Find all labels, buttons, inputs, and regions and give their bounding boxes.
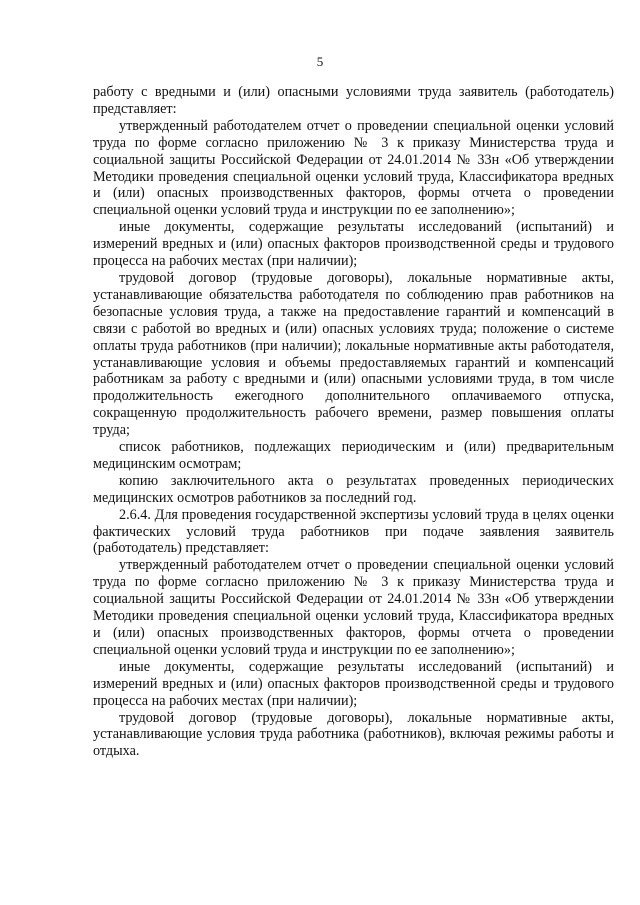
paragraph-9: иные документы, содержащие результаты исследований (испытаний) и измерений вредных и (или) опасных факторов производственной среды и трудового процесса на рабочих местах (при наличии); bbox=[93, 658, 614, 709]
paragraph-2: утвержденный работодателем отчет о проведении специальной оценки условий труда по форме согласно приложению № 3 к приказу Министерства труда и социальной защиты Российской Федерации от 24.01.2014 № 33н «Об утверждении Методики проведения специальной оценки условий труда, Классификатора вредных и (или) опасных производственных факторов, формы отчета о проведении специальной оценки условий труда и инструкции по ее заполнению»; bbox=[93, 117, 614, 219]
page-number: 5 bbox=[316, 54, 324, 69]
paragraph-7: 2.6.4. Для проведения государственной экспертизы условий труда в целях оценки фактических условий труда работников при подаче заявления заявитель (работодатель) представляет: bbox=[93, 506, 614, 557]
paragraph-8: утвержденный работодателем отчет о проведении специальной оценки условий труда по форме согласно приложению № 3 к приказу Министерства труда и социальной защиты Российской Федерации от 24.01.2014 № 33н «Об утверждении Методики проведения специальной оценки условий труда, Классификатора вредных и (или) опасных производственных факторов, формы отчета о проведении специальной оценки условий труда и инструкции по ее заполнению»; bbox=[93, 557, 614, 658]
paragraph-6: копию заключительного акта о результатах проведенных периодических медицинских осмотров работников за последний год. bbox=[93, 472, 614, 506]
paragraph-5: список работников, подлежащих периодическим и (или) предварительным медицинским осмотрам; bbox=[93, 439, 614, 472]
document-body bbox=[93, 84, 614, 760]
paragraph-3: иные документы, содержащие результаты исследований (испытаний) и измерений вредных и (или) опасных факторов производственной среды и трудового процесса на рабочих местах (при наличии); bbox=[93, 219, 614, 270]
paragraph-1: работу с вредными и (или) опасными условиями труда заявитель (работодатель) представляет: bbox=[93, 84, 614, 117]
paragraph-4: трудовой договор (трудовые договоры), локальные нормативные акты, устанавливающие обязательства работодателя по соблюдению прав работников на безопасные условия труда, а также на предоставление гарантий и компенсаций в связи с работой во вредных и (или) опасных условиях труда; положение о системе оплаты труда работников (при наличии); локальные нормативные акты работодателя, устанавливающие условия и объемы предоставляемых гарантий и компенсаций работникам за работу с вредными и (или) опасными условиями труда, в том числе продолжительность ежегодного дополнительного оплачиваемого отпуска, сокращенную продолжительность рабочего времени, размер повышения оплаты труда; bbox=[93, 269, 614, 439]
paragraph-10: трудовой договор (трудовые договоры), локальные нормативные акты, устанавливающие условия труда работника (работников), включая режимы работы и отдыха. bbox=[93, 709, 614, 760]
